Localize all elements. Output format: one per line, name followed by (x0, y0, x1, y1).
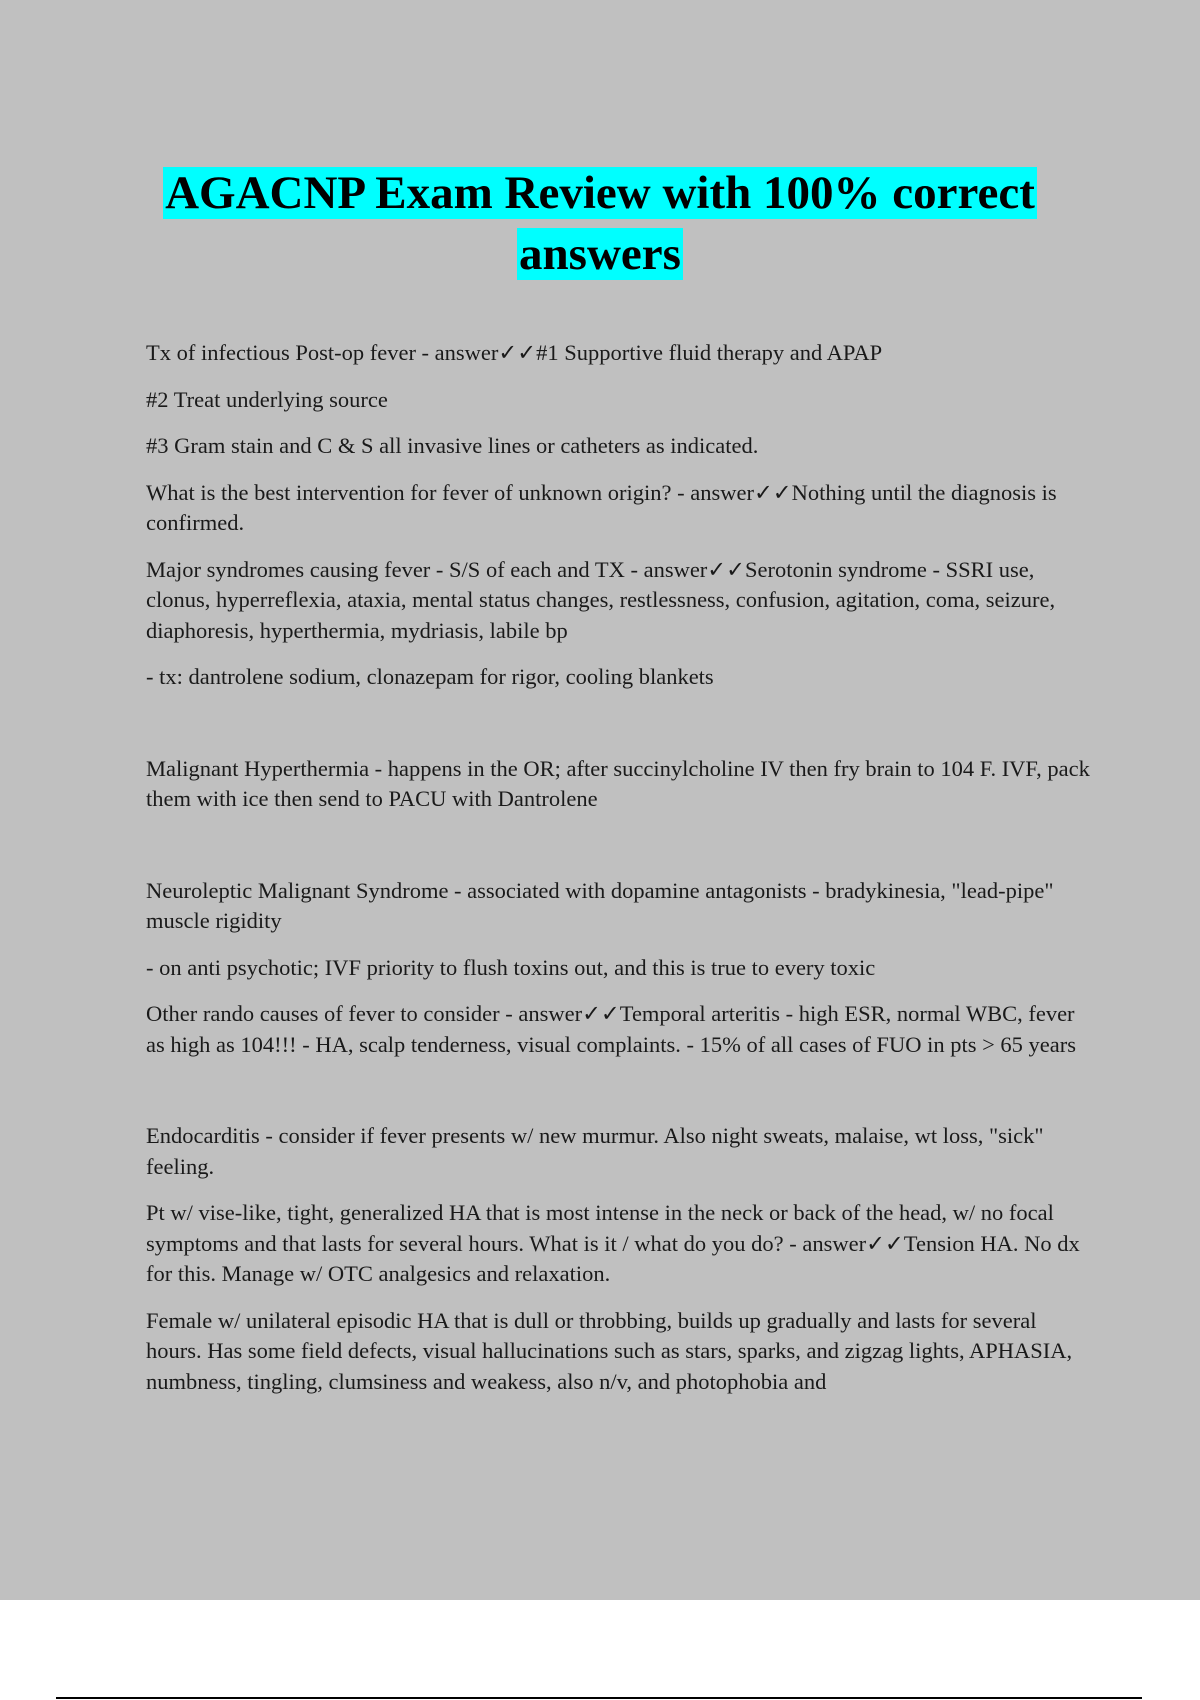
paragraph-migraine: Female w/ unilateral episodic HA that is dull or throbbing, builds up gradually and lasts for several hours. Has some field defects, visual hallucinations such as stars, sparks, and zigzag lights, APHASIA, numbness, tingling, clumsiness and weakess, also n/v, and photophobia and (146, 1307, 1073, 1394)
paragraph-major-syndromes: Major syndromes causing fever - S/S of each and TX - answer✓✓Serotonin syndrome - SSRI use, clonus, hyperreflexia, ataxia, mental status changes, restlessness, confusion, agitation, coma, seizure, diaphoresis, hyperthermia, mydriasis, labile bp (146, 556, 1056, 643)
paragraph-gram-stain: #3 Gram stain and C & S all invasive lines or catheters as indicated. (146, 433, 759, 458)
title-line-1: AGACNP Exam Review with 100% correct (165, 167, 1035, 219)
paragraph-malignant-hyperthermia: Malignant Hyperthermia - happens in the OR; after succinylcholine IV then fry brain to 104 F. IVF, pack them with ice then send to PACU with Dantrolene (146, 755, 1090, 811)
paragraph-tension-ha: Pt w/ vise-like, tight, generalized HA that is most intense in the neck or back of the head, w/ no focal symptoms and that lasts for several hours. What is it / what do you do? - answer✓✓Tension HA. No dx for this. Manage w/ OTC analgesics and relaxation. (146, 1200, 1080, 1286)
document-body (146, 338, 1091, 1413)
paragraph-other-causes: Other rando causes of fever to consider - answer✓✓Temporal arteritis - high ESR, normal WBC, fever as high as 104!!! - HA, scalp tenderness, visual complaints. - 15% of all cases of FUO in pts > 65 years (146, 1001, 1076, 1057)
paragraph-nms-tx: - on anti psychotic; IVF priority to flush toxins out, and this is true to every toxic (146, 954, 876, 980)
page-bottom-rule (56, 1697, 1142, 1699)
paragraph-fuo-intervention: What is the best intervention for fever of unknown origin? - answer✓✓Nothing until the diagnosis is confirmed. (146, 479, 1057, 535)
paragraph-postop-fever-tx: Tx of infectious Post-op fever - answer✓✓#1 Supportive fluid therapy and APAP (146, 340, 883, 365)
paragraph-treat-source: #2 Treat underlying source (146, 386, 388, 412)
paragraph-nms: Neuroleptic Malignant Syndrome - associated with dopamine antagonists - bradykinesia, "lead-pipe" muscle rigidity (146, 877, 1054, 933)
title-line-2: answers (519, 228, 681, 280)
paragraph-endocarditis: Endocarditis - consider if fever presents w/ new murmur. Also night sweats, malaise, wt loss, "sick" feeling. (146, 1123, 1044, 1179)
page-title (0, 163, 1200, 285)
paragraph-serotonin-tx: - tx: dantrolene sodium, clonazepam for rigor, cooling blankets (146, 664, 714, 689)
